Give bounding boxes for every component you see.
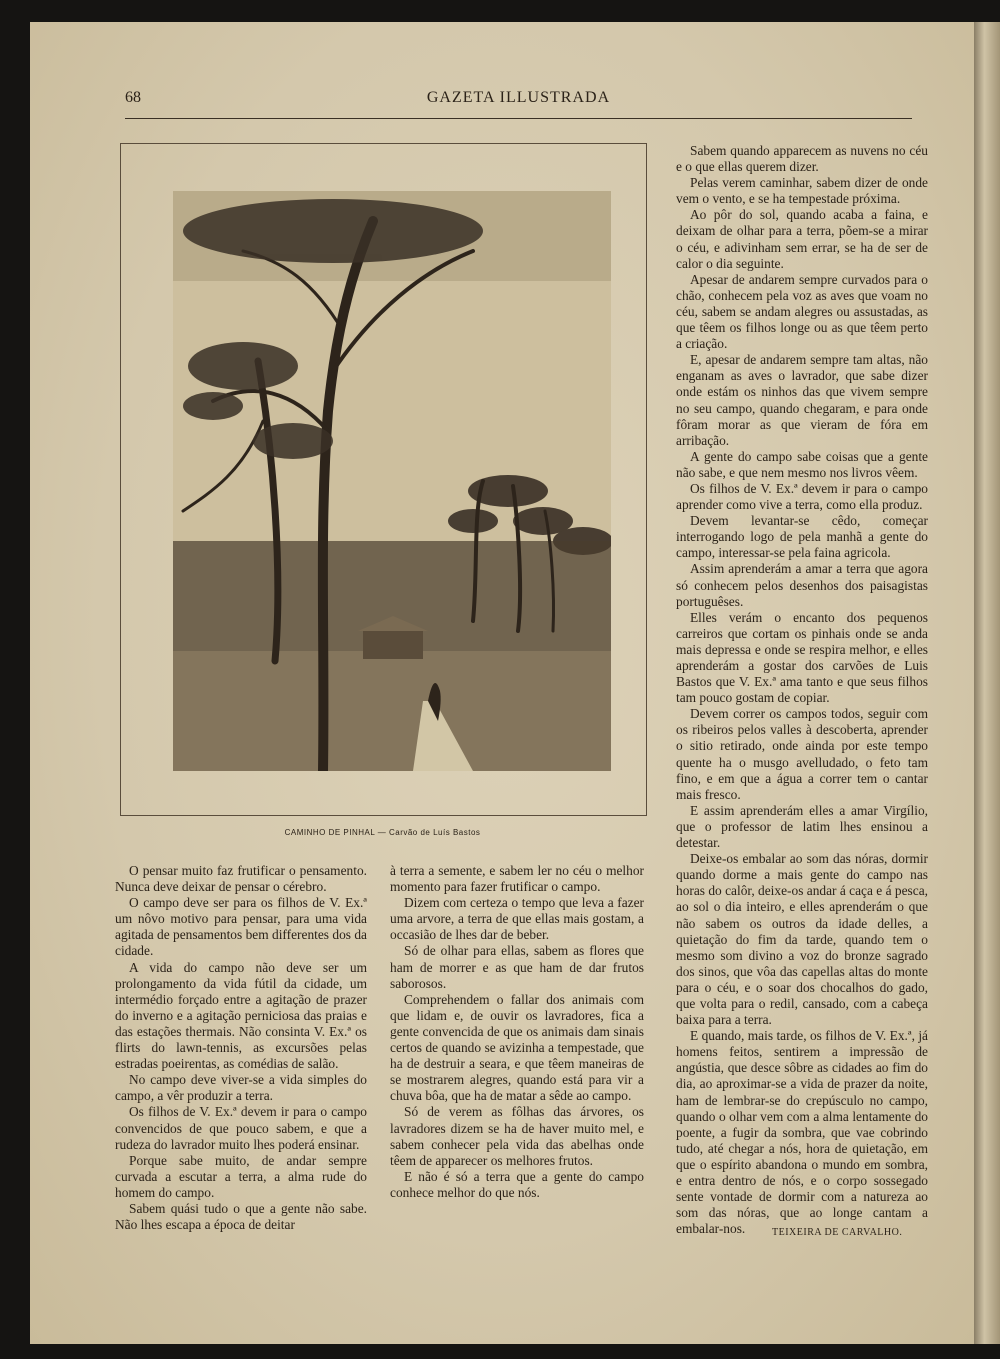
masthead: GAZETA ILLUSTRADA bbox=[426, 89, 611, 106]
paragraph: Porque sabe muito, de andar sempre curvada a escutar a terra, a alma rude do homem do campo. bbox=[115, 1152, 367, 1200]
paragraph: Elles verám o encanto dos pequenos carreiros que cortam os pinhais onde se anda mais depressa e onde se respira melhor, e elles aprenderám a gostar dos carvões de Luis Bastos que V. Ex.ª ama tanto e que seus filhos tam pouco gostam de copiar. bbox=[676, 609, 928, 706]
paragraph: Os filhos de V. Ex.ª devem ir para o campo convencidos de que pouco sabem, e que a rudeza do lavrador muito lhes poderá ensinar. bbox=[115, 1104, 367, 1152]
paragraph: Devem levantar-se cêdo, começar interrogando logo de pela manhã a gente do campo, interessar-se pela faina agricola. bbox=[676, 513, 928, 561]
illustration-frame bbox=[120, 143, 647, 816]
paragraph: A gente do campo sabe coisas que a gente não sabe, e que nem mesmo nos livros vêem. bbox=[676, 448, 928, 480]
paragraph: O campo deve ser para os filhos de V. Ex.ª um nôvo motivo para pensar, para uma vida agitada de pensamentos bem differentes dos da cidade. bbox=[115, 895, 367, 959]
paragraph: A vida do campo não deve ser um prolongamento da vida fútil da cidade, um intermédio forçado entre a agitação de prazer do inverno e a agitação perniciosa das praias e das estações thermais. Não consinta V. Ex.ª os flirts do lawn-tennis, as excursões pelas estradas poeirentas, as comédias de salão. bbox=[115, 959, 367, 1072]
illustration-caption: CAMINHO DE PINHAL — Carvão de Luís Bastos bbox=[284, 828, 481, 837]
author-signature: TEIXEIRA DE CARVALHO. bbox=[772, 1227, 903, 1238]
header-rule bbox=[125, 118, 912, 119]
text-column-right bbox=[676, 143, 928, 1237]
paragraph: Ao pôr do sol, quando acaba a faina, e deixam de olhar para a terra, põem-se a mirar o céu, e adivinham sem errar, se ha de ser de calor o dia seguinte. bbox=[676, 207, 928, 271]
paragraph: O pensar muito faz frutificar o pensamento. Nunca deve deixar de pensar o cérebro. bbox=[115, 863, 367, 895]
paragraph: E quando, mais tarde, os filhos de V. Ex.ª, já homens feitos, sentirem a impressão de angústia, que desce sôbre as cidades ao fim do dia, ao aproximar-se a vida de prazer da noite, ham de lembrar-se do crepúsculo no campo, quando o olhar vem com a alma lentamente do poente, a fugir da sombra, que vae cobrindo tudo, até chegar a nós, hora de quietação, em que o espírito abandona o mundo em sombra, e entra dentro de nós, e o corpo sossegado sente vontade de dormir com a natureza ao som das nóras, que ao longe cantam a embalar-nos. bbox=[676, 1028, 928, 1237]
paragraph: Deixe-os embalar ao som das nóras, dormir quando dorme a mais gente do campo nas horas do calôr, deixe-os andar á caça e á pesca, ao sol o dia inteiro, e elles aprenderám o que não sabem os outros da idade delles, a quietação do fim da tarde, quando tem o mesmo som divino a voz do bronze sagrado dos sinos, que vôa das capellas altas do monte para o céu, e o soar dos chocalhos do gado, que volta para o redil, cansado, com a cabeça baixa para a terra. bbox=[676, 851, 928, 1028]
paragraph: Assim aprenderám a amar a terra que agora só conhecem pelos desenhos dos paisagistas portuguêses. bbox=[676, 561, 928, 609]
paragraph: Sabem quando apparecem as nuvens no céu e o que ellas querem dizer. bbox=[676, 143, 928, 175]
paragraph: Os filhos de V. Ex.ª devem ir para o campo aprender como vive a terra, como ella produz. bbox=[676, 480, 928, 513]
paragraph: Devem correr os campos todos, seguir com os ribeiros pelos valles à descoberta, aprender o sitio retirado, onde ainda por este tempo quente ha o musgo avelludado, o feto tam fino, e em que a água a correr tem o cantar mais fresco. bbox=[676, 706, 928, 802]
paragraph: Comprehendem o fallar dos animais com que lidam e, de ouvir os lavradores, fica a gente convencida de que os animais dam sinais certos de quando se avizinha a tempestade, que ha de destruir a seara, e que têem maneiras de se mostrarem alegres, quando está para vir a chuva bôa, que ha de matar a sêde ao campo. bbox=[390, 991, 644, 1104]
text-column-middle bbox=[390, 863, 644, 1201]
book-spine bbox=[974, 22, 1000, 1344]
paragraph: Dizem com certeza o tempo que leva a fazer uma arvore, a terra de que ellas mais gostam, a occasião de lhes dar de beber. bbox=[390, 895, 644, 943]
text-column-left bbox=[115, 863, 367, 1233]
page-header bbox=[125, 89, 912, 113]
paragraph: Só de verem as fôlhas das árvores, os lavradores dizem se ha de haver muito mel, e sabem conhecer pela vida das abelhas onde têem de apparecer os melhores frutos. bbox=[390, 1104, 644, 1168]
paragraph: E assim aprenderám elles a amar Virgílio, que o professor de latim lhes ensinou a detestar. bbox=[676, 802, 928, 851]
paragraph: E não é só a terra que a gente do campo conhece melhor do que nós. bbox=[390, 1168, 644, 1200]
engraving-drawing bbox=[173, 191, 611, 771]
paragraph: E, apesar de andarem sempre tam altas, não enganam as aves o lavrador, que sabe dizer onde estám os ninhos das que vivem sempre no seu campo, quando chegaram, e para onde fôram morar as que vieram de fóra em arribação. bbox=[676, 352, 928, 448]
paragraph: Apesar de andarem sempre curvados para o chão, conhecem pela voz as aves que voam no céu, sabem se andam alegres ou assustadas, as que têem os filhos longe ou as que têem perto a criação. bbox=[676, 271, 928, 352]
paragraph: Sabem quási tudo o que a gente não sabe. Não lhes escapa a época de deitar bbox=[115, 1200, 367, 1233]
paragraph: No campo deve viver-se a vida simples do campo, a vêr produzir a terra. bbox=[115, 1072, 367, 1104]
illustration-pine-path bbox=[173, 191, 611, 771]
paragraph: Só de olhar para ellas, sabem as flores que ham de morrer e as que ham de dar frutos saborosos. bbox=[390, 943, 644, 991]
paragraph: à terra a semente, e sabem ler no céu o melhor momento para fazer frutificar o campo. bbox=[390, 863, 644, 895]
page-number: 68 bbox=[125, 89, 141, 106]
paragraph: Pelas verem caminhar, sabem dizer de onde vem o vento, e se ha tempestade próxima. bbox=[676, 175, 928, 207]
